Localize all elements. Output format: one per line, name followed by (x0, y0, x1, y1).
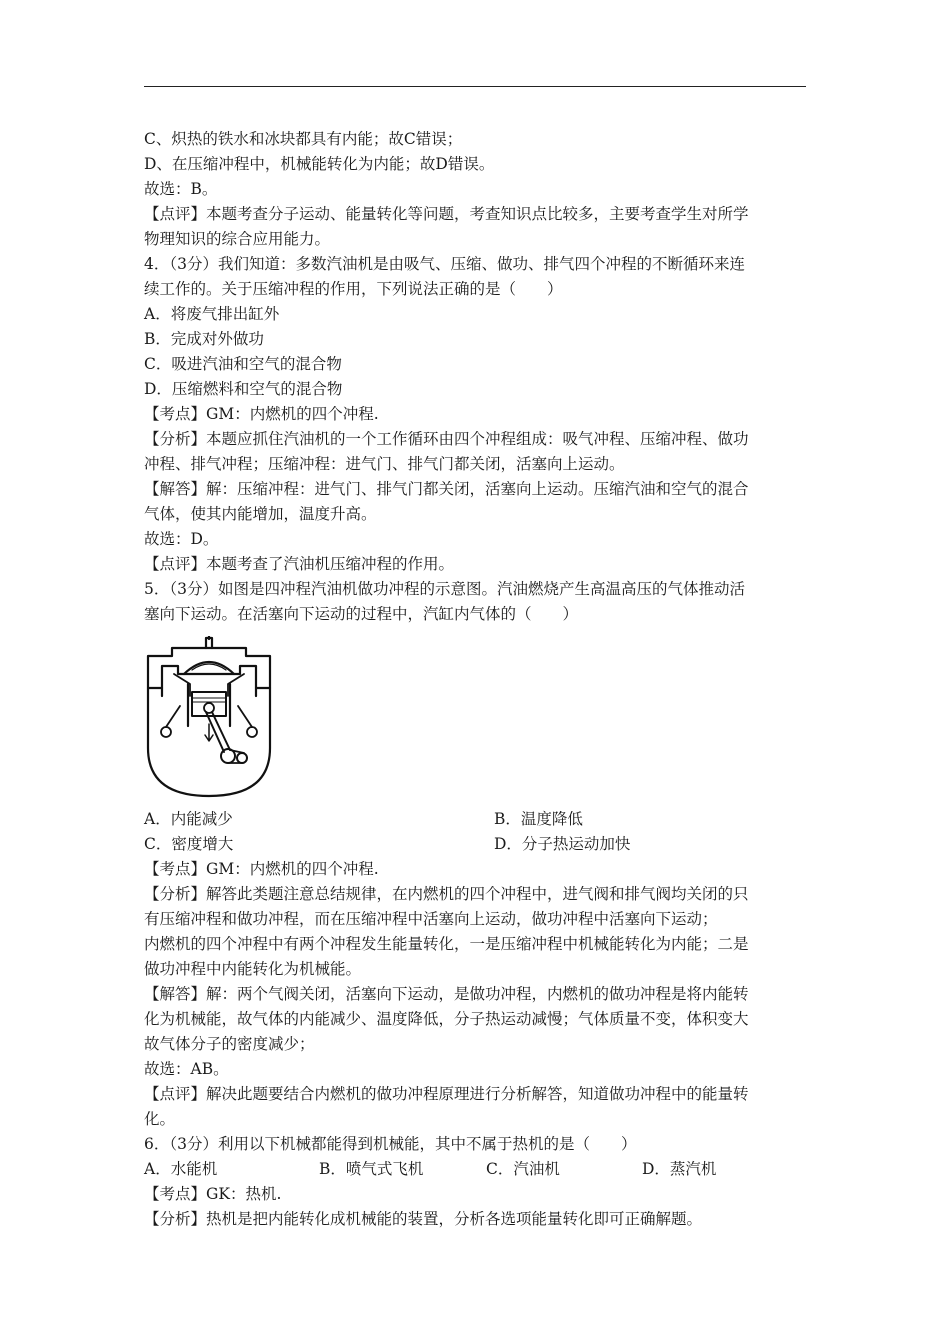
q5-options-row-1 (144, 807, 808, 832)
q5-analysis-cont: 有压缩冲程和做功冲程，而在压缩冲程中活塞向上运动，做功冲程中活塞向下运动； (144, 910, 718, 928)
q5-analysis-cont-3: 做功冲程中内能转化为机械能。 (144, 960, 362, 978)
q6-option-d: D．蒸汽机 (642, 1160, 717, 1178)
prev-option-c-explanation: C、炽热的铁水和冰块都具有内能；故C错误； (144, 130, 463, 148)
engine-diagram (144, 636, 274, 798)
q5-comment: 【点评】解决此题要结合内燃机的做功冲程原理进行分析解答，知道做功冲程中的能量转 (144, 1085, 749, 1103)
prev-comment-cont: 物理知识的综合应用能力。 (144, 230, 331, 248)
q6-option-c: C．汽油机 (486, 1160, 560, 1178)
q4-solution: 【解答】解：压缩冲程：进气门、排气门都关闭，活塞向上运动。压缩汽油和空气的混合 (144, 480, 749, 498)
q5-analysis: 【分析】解答此类题注意总结规律，在内燃机的四个冲程中，进气阀和排气阀均关闭的只 (144, 885, 749, 903)
q6-analysis: 【分析】热机是把内能转化成机械能的装置，分析各选项能量转化即可正确解题。 (144, 1210, 703, 1228)
prev-option-d-explanation: D、在压缩冲程中，机械能转化为内能；故D错误。 (144, 155, 495, 173)
q4-option-b: B．完成对外做功 (144, 330, 264, 348)
q4-solution-cont: 气体，使其内能增加，温度升高。 (144, 505, 377, 523)
q5-stem-cont: 塞向下运动。在活塞向下运动的过程中，汽缸内气体的（ ） (144, 605, 579, 623)
q5-option-a: A．内能减少 (144, 810, 233, 828)
q5-kaodian: 【考点】GM：内燃机的四个冲程. (144, 860, 379, 878)
q5-options-row-2 (144, 832, 808, 857)
q6-stem: 6．（3分）利用以下机械都能得到机械能，其中不属于热机的是（ ） (144, 1135, 637, 1153)
q4-stem-cont: 续工作的。关于压缩冲程的作用，下列说法正确的是（ ） (144, 280, 563, 298)
q5-comment-cont: 化。 (144, 1110, 176, 1128)
q6-option-a: A．水能机 (144, 1160, 218, 1178)
q6-kaodian: 【考点】GK：热机. (144, 1185, 282, 1203)
q5-stem: 5．（3分）如图是四冲程汽油机做功冲程的示意图。汽油燃烧产生高温高压的气体推动活 (144, 580, 745, 598)
q5-option-d: D．分子热运动加快 (494, 835, 631, 853)
q4-option-d: D．压缩燃料和空气的混合物 (144, 380, 343, 398)
q4-option-c: C．吸进汽油和空气的混合物 (144, 355, 342, 373)
q4-kaodian: 【考点】GM：内燃机的四个冲程. (144, 405, 379, 423)
q6-options-row (144, 1157, 808, 1182)
q5-option-b: B．温度降低 (494, 810, 583, 828)
q4-stem: 4．（3分）我们知道：多数汽油机是由吸气、压缩、做功、排气四个冲程的不断循环来连 (144, 255, 745, 273)
header-rule (144, 86, 806, 87)
document-body (144, 127, 808, 1232)
q4-analysis: 【分析】本题应抓住汽油机的一个工作循环由四个冲程组成：吸气冲程、压缩冲程、做功 (144, 430, 749, 448)
q4-analysis-cont: 冲程、排气冲程；压缩冲程：进气门、排气门都关闭，活塞向上运动。 (144, 455, 625, 473)
prev-comment: 【点评】本题考查分子运动、能量转化等问题，考查知识点比较多，主要考查学生对所学 (144, 205, 749, 223)
q5-option-c: C．密度增大 (144, 835, 234, 853)
q5-solution-cont-2: 故气体分子的密度减少； (144, 1035, 315, 1053)
prev-answer: 故选：B。 (144, 180, 218, 198)
q5-analysis-cont-2: 内燃机的四个冲程中有两个冲程发生能量转化，一是压缩冲程中机械能转化为内能；二是 (144, 935, 749, 953)
q5-answer: 故选：AB。 (144, 1060, 229, 1078)
q4-answer: 故选：D。 (144, 530, 219, 548)
q5-solution-cont: 化为机械能，故气体的内能减少、温度降低，分子热运动减慢；气体质量不变，体积变大 (144, 1010, 749, 1028)
q4-comment: 【点评】本题考查了汽油机压缩冲程的作用。 (144, 555, 455, 573)
q4-option-a: A．将废气排出缸外 (144, 305, 280, 323)
q5-solution: 【解答】解：两个气阀关闭，活塞向下运动，是做功冲程，内燃机的做功冲程是将内能转 (144, 985, 749, 1003)
q6-option-b: B．喷气式飞机 (319, 1160, 424, 1178)
